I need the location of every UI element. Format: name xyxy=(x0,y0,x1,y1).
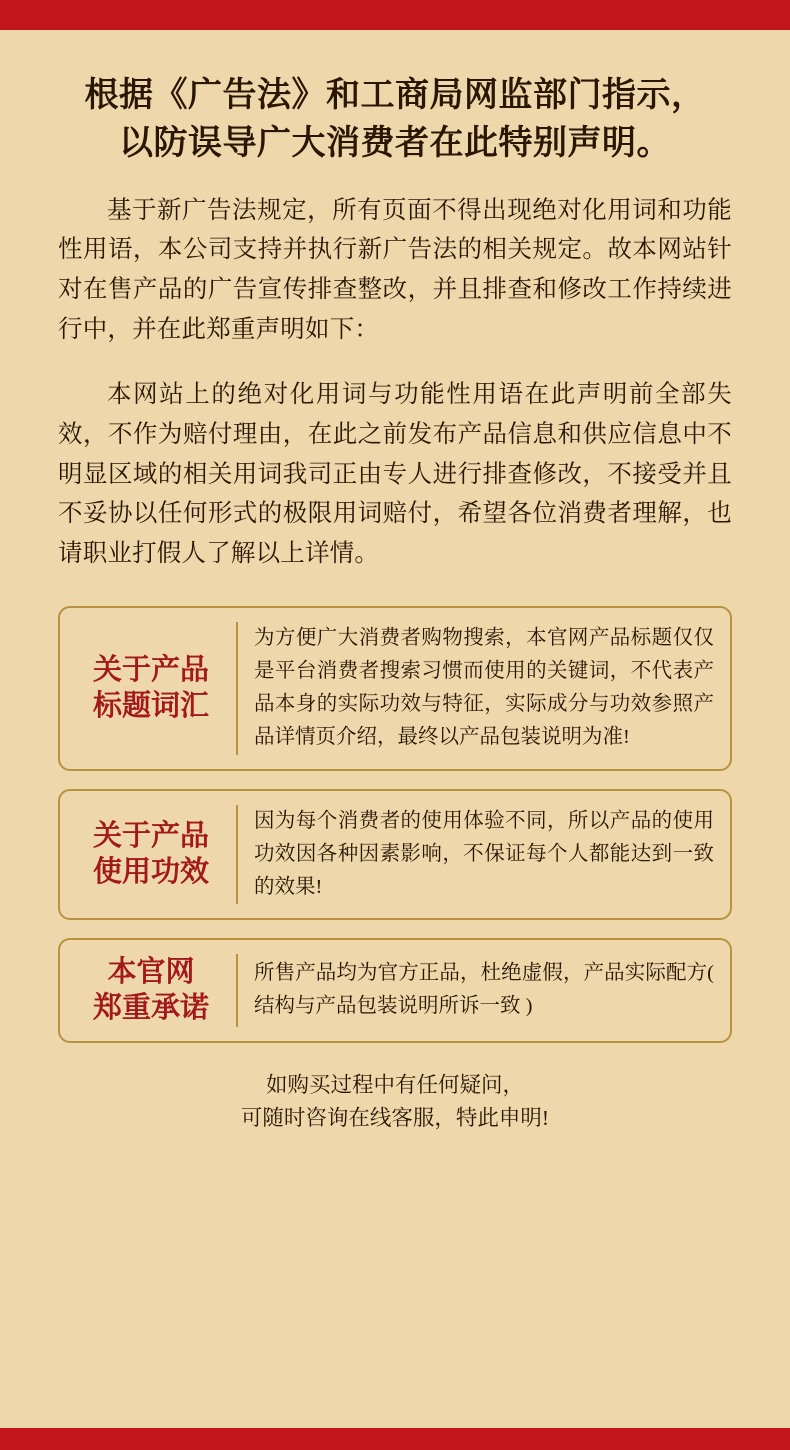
page-title-line-1: 根据《广告法》和工商局网监部门指示， xyxy=(84,77,706,114)
footer-note-line-2: 可随时咨询在线客服，特此申明! xyxy=(240,1105,550,1130)
card-title xyxy=(76,805,238,905)
card-title-line-2: 使用功效 xyxy=(92,856,209,889)
card-title-line-2: 标题词汇 xyxy=(92,690,209,723)
page-title xyxy=(58,72,732,169)
statement-card-list xyxy=(58,606,732,1043)
card-title-line-1: 关于产品 xyxy=(92,653,209,686)
card-body: 为方便广大消费者购物搜索，本官网产品标题仅仅是平台消费者搜索习惯而使用的关键词，不代表产品本身的实际功效与特征，实际成分与功效参照产品详情页介绍，最终以产品包装说明为准! xyxy=(254,626,714,749)
statement-card xyxy=(58,789,732,921)
statement-sheet xyxy=(0,30,790,1428)
card-body: 所售产品均为官方正品，杜绝虚假，产品实际配方( 结构与产品包装说明所诉一致 ) xyxy=(254,962,714,1018)
card-title-line-1: 关于产品 xyxy=(92,820,209,853)
card-body: 因为每个消费者的使用体验不同，所以产品的使用功效因各种因素影响，不保证每个人都能达到一致的效果! xyxy=(254,809,714,898)
card-title xyxy=(76,954,238,1027)
statement-card xyxy=(58,606,732,771)
footer-note xyxy=(58,1069,732,1136)
card-title-line-1: 本官网 xyxy=(107,956,195,989)
card-title xyxy=(76,622,238,755)
bottom-red-bar xyxy=(0,1428,790,1450)
statement-paragraph-1: 基于新广告法规定，所有页面不得出现绝对化用词和功能性用语，本公司支持并执行新广告法的相关规定。故本网站针对在售产品的广告宣传排查整改，并且排查和修改工作持续进行中，并在此郑重声明如下： xyxy=(58,196,732,343)
statement-paragraph-2: 本网站上的绝对化用词与功能性用语在此声明前全部失效，不作为赔付理由，在此之前发布产品信息和供应信息中不明显区域的相关用词我司正由专人进行排查修改，不接受并且不妥协以任何形式的极限用词赔付，希望各位消费者理解，也请职业打假人了解以上详情。 xyxy=(58,381,732,568)
page-title-line-2: 以防误导广大消费者在此特别声明。 xyxy=(119,125,671,163)
top-red-bar xyxy=(0,0,790,30)
footer-note-line-1: 如购买过程中有任何疑问， xyxy=(265,1072,524,1097)
statement-card xyxy=(58,938,732,1043)
card-title-line-2: 郑重承诺 xyxy=(92,992,209,1025)
